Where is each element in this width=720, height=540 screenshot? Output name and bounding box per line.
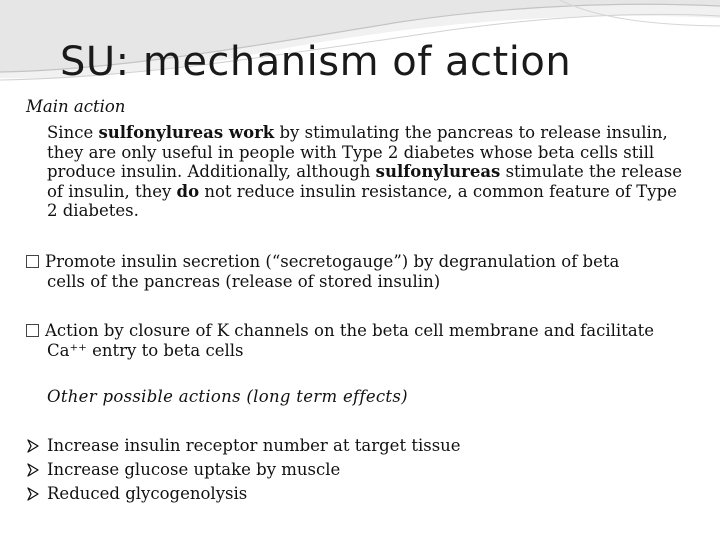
main-action-paragraph [47, 123, 687, 221]
emphasis-text: do [176, 181, 200, 201]
bullet-text-line: Action by closure of K channels on the beta cell membrane and facilitate [45, 321, 655, 340]
list-item [26, 434, 461, 458]
arrow-bullet-list [26, 434, 461, 506]
list-item-text: Increase insulin receptor number at target tissue [47, 436, 461, 455]
list-item-text: Reduced glycogenolysis [47, 484, 248, 503]
arrow-bullet-icon [26, 439, 40, 453]
list-item-text: Increase glucose uptake by muscle [47, 460, 341, 479]
paragraph-text: Since [47, 123, 99, 142]
paragraph-text: by stimulating the pancreas to release insulin, they are only useful in people with Type 2 diabetes whose beta cells still produce insulin. Additionally, although [47, 123, 668, 181]
emphasis-text: sulfonylureas work [98, 123, 275, 142]
bullet-text-line: cells of the pancreas (release of stored insulin) [47, 272, 441, 291]
list-item [26, 458, 461, 482]
list-item [26, 482, 461, 506]
square-bullet-icon [26, 255, 39, 268]
arrow-bullet-icon [26, 487, 40, 501]
main-action-heading: Main action [26, 97, 126, 116]
arrow-bullet-icon [26, 463, 40, 477]
square-bullet-icon [26, 324, 39, 337]
emphasis-text: sulfonylureas [375, 162, 501, 181]
other-actions-heading: Other possible actions (long term effects) [47, 387, 408, 406]
paragraph-text: stimulate the release of insulin, they [47, 162, 683, 201]
box-bullet-item [26, 321, 706, 361]
paragraph-text: not reduce insulin resistance, a common feature of Type 2 diabetes. [47, 181, 677, 220]
box-bullet-item [26, 252, 706, 292]
slide-title: SU: mechanism of action [60, 39, 572, 85]
bullet-text-line: Ca⁺⁺ entry to beta cells [47, 341, 244, 360]
bullet-text-line: Promote insulin secretion (“secretogauge”) by degranulation of beta [45, 252, 620, 271]
